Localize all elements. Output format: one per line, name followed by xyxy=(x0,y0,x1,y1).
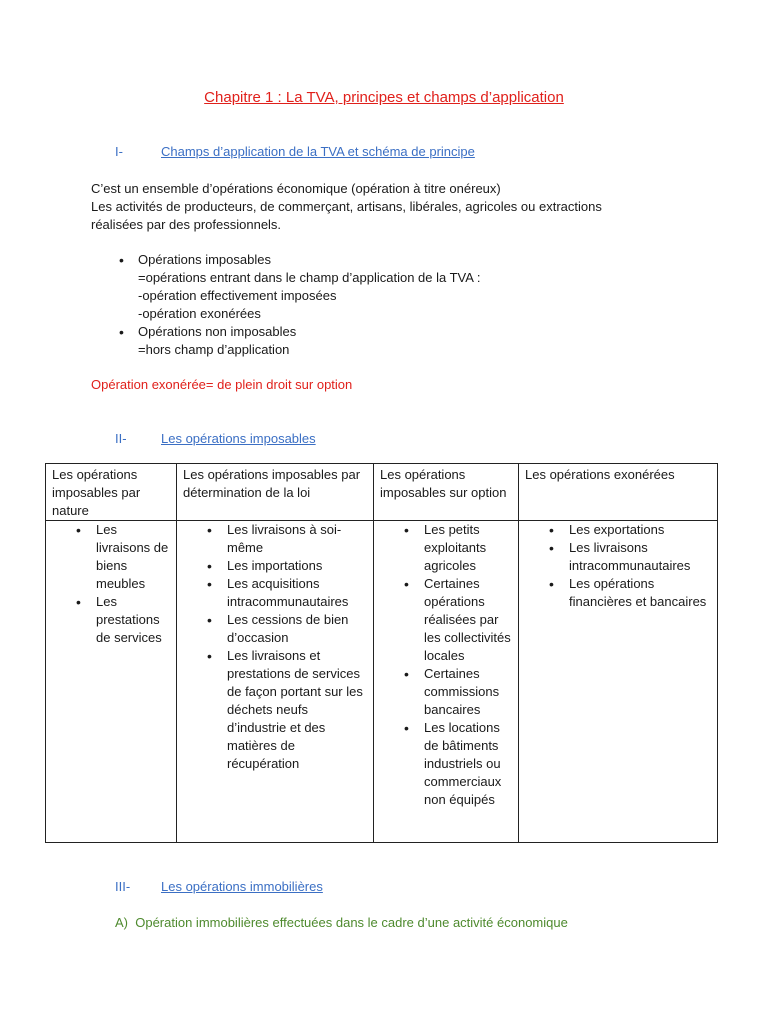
list-item-label: • Opérations imposables xyxy=(138,252,271,267)
section-2-title: Les opérations imposables xyxy=(161,431,316,446)
list-item: • Certaines opérations réalisées par les collectivités locales xyxy=(378,575,514,665)
list-item-line: =hors champ d’application xyxy=(138,342,290,357)
list-item-line: -opération exonérées xyxy=(138,306,261,321)
table-row xyxy=(46,521,718,843)
table-cell xyxy=(519,521,718,843)
list-item: • Les importations xyxy=(181,557,369,575)
list-item: • Les cessions de bien d’occasion xyxy=(181,611,369,647)
table-header: Les opérations imposables sur option xyxy=(374,464,519,521)
list-item: • Certaines commissions bancaires xyxy=(378,665,514,719)
operations-list xyxy=(112,251,712,359)
list-item-label: • Opérations non imposables xyxy=(138,324,297,339)
list-item: • Les petits exploitants agricoles xyxy=(378,521,514,575)
table-cell xyxy=(177,521,374,843)
list-item: • Les livraisons intracommunautaires xyxy=(523,539,713,575)
list-item-non-imposables xyxy=(112,323,712,359)
operations-table xyxy=(45,463,718,843)
list-item: • Les locations de bâtiments industriels ou commerciaux non équipés xyxy=(378,719,514,809)
list-item: • Les prestations de services xyxy=(50,593,172,647)
list-item-line: -opération effectivement imposées xyxy=(138,288,337,303)
paragraph-line: Les activités de producteurs, de commerçant, artisans, libérales, agricoles ou extractions xyxy=(91,199,602,214)
page-title: Chapitre 1 : La TVA, principes et champs d’application xyxy=(204,89,564,106)
list-item-line: =opérations entrant dans le champ d’application de la TVA : xyxy=(138,270,481,285)
table-header-row xyxy=(46,464,718,521)
section-1-title: Champs d’application de la TVA et schéma de principe xyxy=(161,144,475,159)
table-header: Les opérations exonérées xyxy=(519,464,718,521)
table-header: Les opérations imposables par détermination de la loi xyxy=(177,464,374,521)
list-item: • Les acquisitions intracommunautaires xyxy=(181,575,369,611)
list-item-imposables xyxy=(112,251,712,323)
subsection-a-title: A) Opération immobilières effectuées dans le cadre d’une activité économique xyxy=(115,915,568,930)
exoneration-note: Opération exonérée= de plein droit sur option xyxy=(91,377,353,392)
section-1-paragraph xyxy=(91,180,731,234)
list-item: • Les opérations financières et bancaires xyxy=(523,575,713,611)
table-cell xyxy=(46,521,177,843)
paragraph-line: C’est un ensemble d’opérations économique (opération à titre onéreux) xyxy=(91,181,501,196)
list-item: • Les exportations xyxy=(523,521,713,539)
list-item: • Les livraisons de biens meubles xyxy=(50,521,172,593)
table-cell xyxy=(374,521,519,843)
table-header: Les opérations imposables par nature xyxy=(46,464,177,521)
section-2-number: II- xyxy=(115,431,127,446)
section-1-number: I- xyxy=(115,144,123,159)
paragraph-line: réalisées par des professionnels. xyxy=(91,217,282,232)
section-3-title: Les opérations immobilières xyxy=(161,879,323,894)
list-item: • Les livraisons à soi-même xyxy=(181,521,369,557)
list-item: • Les livraisons et prestations de services de façon portant sur les déchets neufs d’industrie et des matières de récupération xyxy=(181,647,369,773)
section-3-number: III- xyxy=(115,879,131,894)
